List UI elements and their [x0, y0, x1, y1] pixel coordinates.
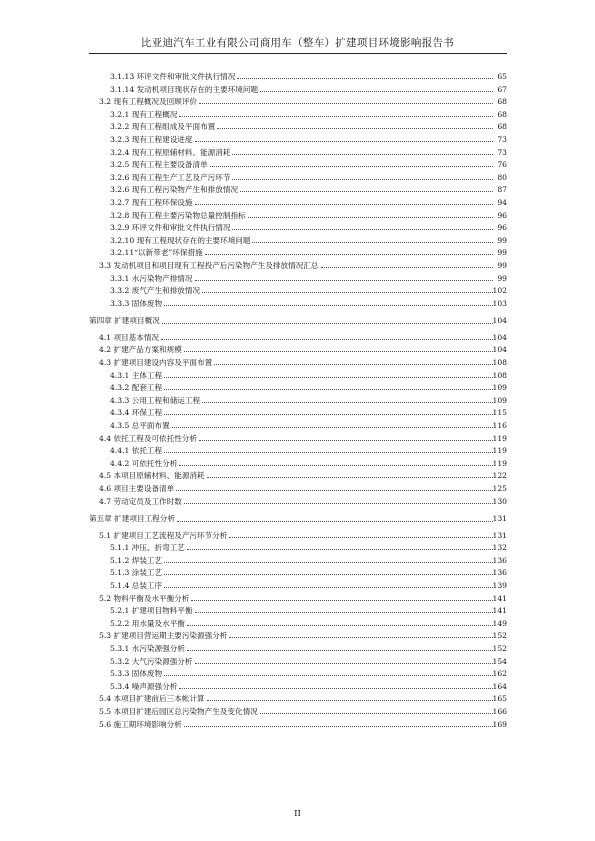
toc-entry-page: 80: [497, 172, 507, 182]
toc-leader-dots: [184, 351, 493, 352]
toc-entry-page: 141: [492, 593, 507, 603]
page-header: 比亚迪汽车工业有限公司商用车（整车）扩建项目环境影响报告书: [140, 37, 455, 49]
toc-entry-page: 152: [492, 631, 507, 641]
toc-leader-dots: [164, 675, 493, 676]
toc-entry-page: 76: [497, 160, 507, 170]
toc-entry[interactable]: [89, 470, 507, 483]
toc-entry[interactable]: [89, 719, 507, 732]
toc-entry-title: 5.5 本项目扩建后园区总污染物产生及变化情况: [99, 706, 259, 719]
toc-entry-page: 109: [492, 383, 507, 393]
toc-leader-dots: [195, 141, 493, 142]
toc-entry-title: 5.2.2 用水量及水平衡: [110, 618, 186, 631]
toc-entry-page: 104: [492, 332, 507, 342]
toc-entry[interactable]: [89, 593, 507, 606]
toc-entry-title: 5.3.2 大气污染源强分析: [110, 656, 194, 669]
toc-entry-page: 109: [492, 395, 507, 405]
toc-leader-dots: [184, 503, 493, 504]
toc-leader-dots: [217, 128, 493, 129]
toc-entry-title: 第五章 扩建项目工程分析: [89, 508, 176, 530]
toc-entry-page: 99: [497, 273, 507, 283]
toc-entry-page: 73: [497, 147, 507, 157]
toc-entry-title: 3.3.1 水污染物产排情况: [110, 273, 194, 286]
toc-entry-page: 94: [497, 197, 507, 207]
toc-entry-title: 4.1 项目基本情况: [99, 332, 160, 345]
toc-leader-dots: [202, 402, 493, 403]
toc-entry-title: 4.3.5 总平面布置: [110, 420, 171, 433]
toc-entry-page: 152: [492, 643, 507, 653]
toc-entry-page: 108: [492, 370, 507, 380]
toc-entry-title: 4.7 劳动定员及工作时数: [99, 496, 183, 509]
toc-leader-dots: [164, 377, 493, 378]
toc-entry[interactable]: [89, 260, 507, 273]
toc-entry-page: 96: [497, 223, 507, 233]
toc-entry-title: 3.2.7 现有工程环保设施: [110, 197, 194, 210]
toc-entry-page: 139: [492, 580, 507, 590]
toc-leader-dots: [232, 154, 493, 155]
toc-entry-title: 5.3.3 固体废物: [110, 668, 163, 681]
toc-entry-page: 87: [497, 185, 507, 195]
toc-entry[interactable]: [89, 530, 507, 543]
toc-leader-dots: [162, 323, 493, 324]
toc-leader-dots: [161, 339, 493, 340]
toc-entry-title: 第四章 扩建项目概况: [89, 310, 161, 332]
toc-entry-title: 4.3.1 主体工程: [110, 370, 163, 383]
toc-entry-title: 3.2.11“以新带老”环保措施: [110, 247, 204, 260]
toc-leader-dots: [179, 465, 493, 466]
toc-entry-title: 3.2.1 现有工程概况: [110, 109, 178, 122]
toc-entry-title: 3.2.5 现有工程主要设备清单: [110, 159, 209, 172]
toc-entry-title: 4.3.2 配套工程: [110, 382, 163, 395]
toc-entry[interactable]: [89, 693, 507, 706]
toc-entry-page: 136: [492, 568, 507, 578]
toc-entry-page: 122: [492, 471, 507, 481]
toc-entry[interactable]: [89, 668, 507, 681]
toc-entry-page: 149: [492, 618, 507, 628]
toc-entry-title: 3.1.13 环评文件和审批文件执行情况: [110, 71, 236, 84]
table-of-contents: [89, 71, 507, 731]
toc-leader-dots: [232, 229, 493, 230]
toc-entry[interactable]: [89, 370, 507, 383]
toc-entry-page: 164: [492, 681, 507, 691]
toc-entry[interactable]: [89, 458, 507, 471]
toc-entry[interactable]: [89, 445, 507, 458]
toc-entry[interactable]: [89, 298, 507, 311]
toc-entry-page: 68: [497, 97, 507, 107]
toc-entry-title: 5.1.4 总装工序: [110, 580, 163, 593]
toc-entry-title: 3.2.10 现有工程现状存在的主要环境问题: [110, 235, 251, 248]
toc-entry-title: 5.3 扩建项目营运期主要污染源强分析: [99, 630, 228, 643]
toc-leader-dots: [164, 305, 493, 306]
toc-leader-dots: [195, 663, 493, 664]
toc-entry[interactable]: [89, 580, 507, 593]
toc-leader-dots: [195, 612, 493, 613]
toc-entry[interactable]: [89, 96, 507, 109]
toc-leader-dots: [164, 587, 493, 588]
toc-leader-dots: [214, 364, 493, 365]
toc-entry-title: 4.3.3 公用工程和储运工程: [110, 395, 201, 408]
toc-entry-title: 3.3 发动机项目和项目现有工程投产后污染物产生及排放情况汇总: [99, 260, 320, 273]
toc-entry-page: 99: [497, 248, 507, 258]
toc-leader-dots: [260, 91, 493, 92]
toc-leader-dots: [237, 78, 493, 79]
toc-entry[interactable]: [89, 433, 507, 446]
toc-entry-page: 73: [497, 134, 507, 144]
toc-entry-page: 162: [492, 669, 507, 679]
toc-entry[interactable]: [89, 222, 507, 235]
toc-leader-dots: [232, 179, 493, 180]
toc-leader-dots: [179, 688, 493, 689]
toc-entry[interactable]: [89, 656, 507, 669]
toc-entry[interactable]: [89, 184, 507, 197]
toc-leader-dots: [207, 700, 493, 701]
toc-entry[interactable]: [89, 134, 507, 147]
toc-leader-dots: [202, 292, 493, 293]
toc-entry-page: 116: [492, 420, 507, 430]
toc-entry-page: 154: [492, 656, 507, 666]
toc-entry-title: 3.1.14 发动机项目现状存在的主要环境问题: [110, 84, 259, 97]
toc-entry[interactable]: [89, 681, 507, 694]
toc-entry[interactable]: [89, 235, 507, 248]
toc-leader-dots: [179, 116, 493, 117]
toc-entry-page: 104: [492, 316, 507, 326]
toc-leader-dots: [248, 217, 493, 218]
toc-leader-dots: [187, 650, 493, 651]
toc-entry[interactable]: [89, 542, 507, 555]
toc-entry-title: 5.1 扩建项目工艺流程及产污环节分析: [99, 530, 228, 543]
toc-entry-title: 3.2 现有工程概况及回顾评价: [99, 96, 198, 109]
toc-entry[interactable]: [89, 395, 507, 408]
toc-leader-dots: [210, 166, 493, 167]
toc-leader-dots: [321, 267, 493, 268]
toc-entry-title: 3.2.8 现有工程主要污染物总量控制指标: [110, 210, 247, 223]
toc-entry[interactable]: [89, 407, 507, 420]
toc-entry-title: 5.3.4 噪声源强分析: [110, 681, 178, 694]
toc-entry-title: 3.2.6 现有工程污染物产生和排放情况: [110, 184, 239, 197]
toc-entry-title: 5.2.1 扩建项目物料平衡: [110, 605, 194, 618]
toc-entry-page: 115: [492, 408, 507, 418]
toc-entry[interactable]: [89, 247, 507, 260]
toc-entry[interactable]: [89, 605, 507, 618]
toc-entry-title: 5.2 物料平衡及水平衡分析: [99, 593, 190, 606]
toc-entry-title: 5.1.3 涂装工艺: [110, 567, 163, 580]
toc-leader-dots: [199, 103, 493, 104]
toc-entry-title: 5.3.1 水污染源强分析: [110, 643, 186, 656]
toc-entry[interactable]: [89, 382, 507, 395]
toc-entry-page: 65: [497, 72, 507, 81]
toc-entry-page: 99: [497, 235, 507, 245]
toc-entry[interactable]: [89, 109, 507, 122]
toc-leader-dots: [164, 389, 493, 390]
toc-entry-title: 4.2 扩建产品方案和规模: [99, 344, 183, 357]
toc-entry-page: 119: [492, 433, 507, 443]
toc-entry-title: 3.2.6 现有工程生产工艺及产污环节: [110, 172, 231, 185]
toc-entry[interactable]: [89, 618, 507, 631]
toc-entry[interactable]: [89, 285, 507, 298]
toc-entry[interactable]: [89, 121, 507, 134]
toc-leader-dots: [184, 726, 493, 727]
toc-entry-page: 136: [492, 555, 507, 565]
toc-entry[interactable]: [89, 630, 507, 643]
toc-entry-title: 3.3.3 固体废物: [110, 298, 163, 311]
toc-entry-page: 104: [492, 345, 507, 355]
toc-entry-page: 67: [497, 84, 507, 94]
toc-entry-title: 3.2.4 现有工程原辅材料、能源消耗: [110, 147, 231, 160]
toc-entry-title: 4.5 本项目原辅材料、能源消耗: [99, 470, 206, 483]
header-divider: [89, 53, 507, 54]
toc-entry-page: 169: [492, 719, 507, 729]
toc-entry[interactable]: [89, 147, 507, 160]
toc-entry-title: 4.3.4 环保工程: [110, 407, 163, 420]
toc-leader-dots: [191, 600, 493, 601]
toc-entry-title: 5.6 施工期环境影响分析: [99, 719, 183, 732]
toc-leader-dots: [172, 427, 493, 428]
toc-leader-dots: [187, 549, 493, 550]
toc-entry-title: 3.3.2 废气产生和排放情况: [110, 285, 201, 298]
toc-leader-dots: [229, 537, 493, 538]
toc-entry-title: 3.2.2 现有工程组成及平面布置: [110, 121, 216, 134]
toc-entry[interactable]: [89, 344, 507, 357]
toc-entry[interactable]: [89, 332, 507, 345]
toc-entry[interactable]: [89, 71, 507, 84]
toc-entry-page: 166: [492, 706, 507, 716]
toc-entry-title: 5.4 本项目扩建前后三本帐计算: [99, 693, 206, 706]
toc-entry-title: 4.4.2 可依托性分析: [110, 458, 178, 471]
toc-entry[interactable]: [89, 159, 507, 172]
toc-entry[interactable]: [89, 567, 507, 580]
toc-entry[interactable]: [89, 643, 507, 656]
toc-leader-dots: [240, 191, 493, 192]
page-number: II: [294, 809, 301, 819]
toc-entry[interactable]: [89, 555, 507, 568]
toc-leader-dots: [177, 521, 493, 522]
toc-leader-dots: [260, 713, 493, 714]
toc-leader-dots: [195, 204, 493, 205]
toc-entry-page: 131: [492, 530, 507, 540]
toc-entry-page: 119: [492, 446, 507, 456]
toc-entry-page: 99: [497, 260, 507, 270]
toc-entry-page: 125: [492, 483, 507, 493]
toc-leader-dots: [252, 242, 493, 243]
toc-entry-title: 3.2.3 现有工程建设进度: [110, 134, 194, 147]
toc-entry[interactable]: [89, 357, 507, 370]
toc-entry-page: 131: [492, 514, 507, 524]
toc-chapter-entry[interactable]: [89, 310, 507, 332]
toc-entry[interactable]: [89, 273, 507, 286]
toc-entry-page: 130: [492, 496, 507, 506]
toc-entry-page: 102: [492, 286, 507, 296]
toc-entry[interactable]: [89, 172, 507, 185]
toc-entry-page: 96: [497, 210, 507, 220]
toc-leader-dots: [229, 637, 493, 638]
toc-entry-page: 68: [497, 122, 507, 132]
toc-entry-title: 4.4 依托工程及可依托性分析: [99, 433, 198, 446]
toc-leader-dots: [205, 254, 493, 255]
toc-entry-title: 4.4.1 依托工程: [110, 445, 163, 458]
toc-leader-dots: [176, 490, 493, 491]
toc-entry[interactable]: [89, 84, 507, 97]
toc-entry-page: 103: [492, 298, 507, 308]
toc-leader-dots: [164, 574, 493, 575]
toc-leader-dots: [164, 414, 493, 415]
toc-entry-page: 108: [492, 357, 507, 367]
toc-leader-dots: [164, 562, 493, 563]
toc-entry-page: 132: [492, 543, 507, 553]
toc-entry-title: 4.6 项目主要设备清单: [99, 483, 175, 496]
toc-entry-page: 119: [492, 458, 507, 468]
toc-entry-page: 165: [492, 694, 507, 704]
toc-leader-dots: [207, 477, 493, 478]
toc-entry[interactable]: [89, 706, 507, 719]
toc-entry-page: 141: [492, 606, 507, 616]
toc-entry[interactable]: [89, 197, 507, 210]
toc-leader-dots: [195, 280, 493, 281]
toc-entry[interactable]: [89, 420, 507, 433]
toc-chapter-entry[interactable]: [89, 508, 507, 530]
toc-leader-dots: [199, 440, 493, 441]
toc-entry-title: 4.3 扩建项目建设内容及平面布置: [99, 357, 213, 370]
toc-entry-title: 5.1.2 焊装工艺: [110, 555, 163, 568]
toc-entry-title: 3.2.9 环评文件和审批文件执行情况: [110, 222, 231, 235]
toc-entry-page: 68: [497, 109, 507, 119]
toc-entry[interactable]: [89, 210, 507, 223]
toc-entry-title: 5.1.1 冲压、折弯工艺: [110, 542, 186, 555]
toc-entry[interactable]: [89, 483, 507, 496]
toc-entry[interactable]: [89, 496, 507, 509]
toc-leader-dots: [187, 625, 493, 626]
toc-leader-dots: [164, 452, 493, 453]
